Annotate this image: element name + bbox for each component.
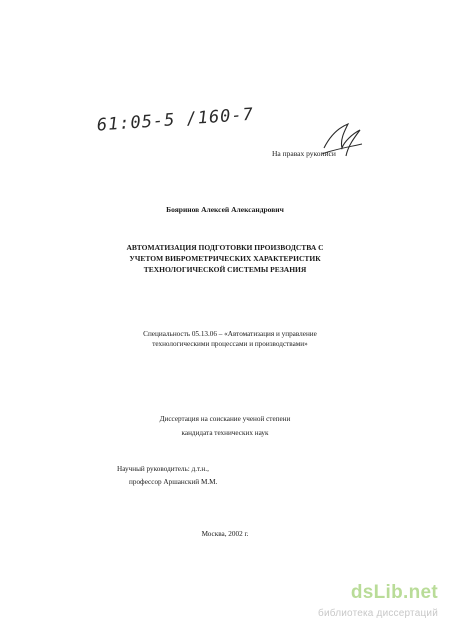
watermark-caption: библиотека диссертаций bbox=[318, 608, 438, 619]
supervisor-line: профессор Аршанский М.М. bbox=[129, 478, 218, 486]
handwritten-archive-number: 61:05-5 /160-7 bbox=[96, 104, 255, 136]
supervisor-line: Научный руководитель: д.т.н., bbox=[117, 465, 209, 473]
dissertation-title bbox=[90, 242, 360, 275]
dslib-watermark[interactable] bbox=[282, 582, 444, 622]
specialty-line: Специальность 05.13.06 – «Автоматизация и управление bbox=[143, 330, 317, 338]
author-name: Бояринов Алексей Александрович bbox=[166, 205, 284, 214]
title-line: АВТОМАТИЗАЦИЯ ПОДГОТОВКИ ПРОИЗВОДСТВА С bbox=[126, 243, 324, 252]
specialty-line: технологическими процессами и производствами» bbox=[152, 339, 308, 348]
title-line: УЧЕТОМ ВИБРОМЕТРИЧЕСКИХ ХАРАКТЕРИСТИК bbox=[129, 254, 321, 263]
watermark-logo-row bbox=[351, 582, 438, 604]
rights-note: На правах рукописи bbox=[272, 149, 336, 158]
supervisor-block bbox=[117, 463, 317, 489]
watermark-logo: dsLib.net bbox=[350, 582, 438, 603]
specialty-block bbox=[110, 330, 350, 349]
degree-block bbox=[120, 412, 330, 440]
city-year: Москва, 2002 г. bbox=[201, 530, 249, 538]
title-line: ТЕХНОЛОГИЧЕСКОЙ СИСТЕМЫ РЕЗАНИЯ bbox=[143, 265, 307, 274]
degree-line: кандидата технических наук bbox=[181, 429, 269, 437]
degree-line: Диссертация на соискание ученой степени bbox=[159, 415, 291, 423]
